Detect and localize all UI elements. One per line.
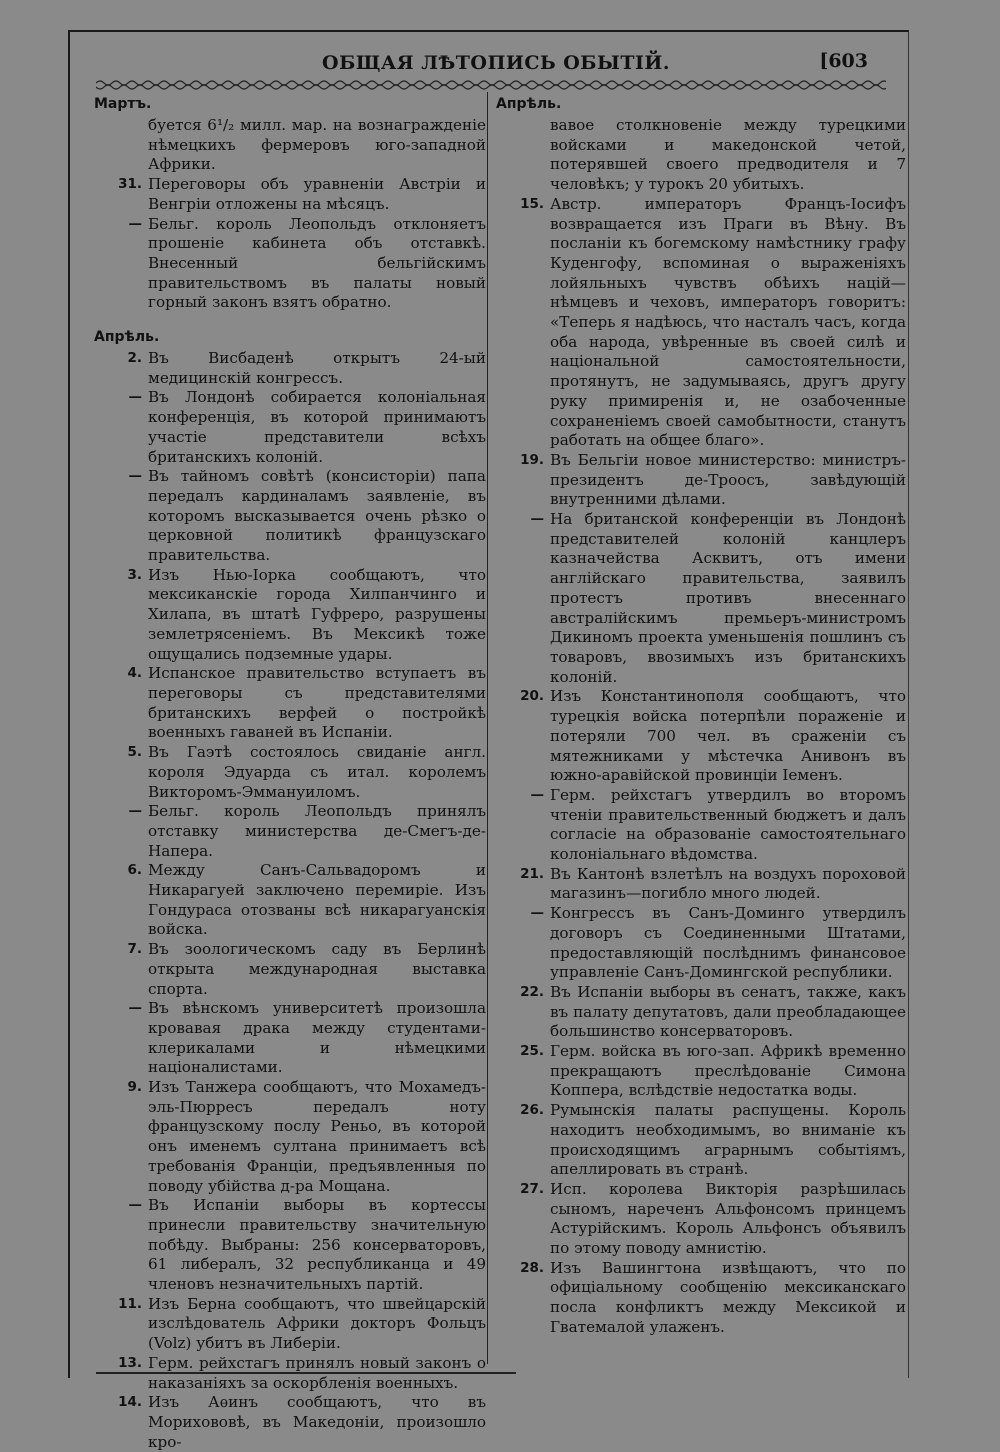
entry-text: Изъ Вашингтона извѣщаютъ, что по офиціальному сообщенію мексиканскаго посла конфликтъ между Мексикой и Гватемалой улаженъ. <box>550 1258 906 1336</box>
entry-date: 22. <box>520 983 544 1000</box>
chronicle-entry <box>496 195 906 451</box>
chronicle-entry <box>94 1196 486 1295</box>
chronicle-entry <box>94 999 486 1078</box>
month-heading: Апрѣль. <box>94 329 160 346</box>
entry-text: вавое столкновеніе между турецкими войсками и македонской четой, потерявшей своего предводителя и 7 человѣкъ; у турокъ 20 убитыхъ. <box>550 116 906 194</box>
chronicle-entry <box>496 116 906 195</box>
chronicle-entry <box>94 215 486 314</box>
entry-date: 31. <box>118 176 142 193</box>
entry-date: 6. <box>127 862 142 879</box>
entry-text: Изъ Константинополя сообщаютъ, что турецкія войска потерпѣли пораженіе и потеряли 700 чел. въ сраженіи съ мятежниками у мѣстечка Анивонъ въ южно-аравійской провинціи Іеменъ. <box>550 687 906 785</box>
page-number: [603 <box>819 50 868 72</box>
chronicle-entry <box>94 1295 486 1354</box>
chronicle-entry <box>496 904 906 983</box>
page-header <box>96 48 896 78</box>
entry-text: Изъ Танжера сообщаютъ, что Мохамедъ-эль-Пюрресъ передалъ ноту французскому послу Реньо, въ которой онъ именемъ султана принимаетъ всѣ требованія Франціи, предъявленныя по поводу убійства д-ра Мощана. <box>148 1078 486 1195</box>
chronicle-entry <box>94 116 486 175</box>
entry-text: Бельг. король Леопольдъ отклоняетъ прошеніе кабинета объ отставкѣ. Внесенный бельгійскимъ правительствомъ въ палаты новый горный законъ взятъ обратно. <box>148 214 486 312</box>
column-divider <box>487 92 488 1364</box>
chronicle-entry <box>496 687 906 786</box>
entry-date: — <box>530 511 544 528</box>
chronicle-entry <box>94 940 486 999</box>
chronicle-entry <box>94 349 486 388</box>
entry-date: — <box>128 468 142 485</box>
entry-text: Изъ Аѳинъ сообщаютъ, что въ Морихововѣ, въ Македоніи, произошло кро- <box>148 1393 486 1451</box>
chronicle-entry <box>94 861 486 940</box>
chronicle-entry <box>496 1101 906 1180</box>
entry-date <box>94 116 148 175</box>
chronicle-entry <box>496 983 906 1042</box>
chronicle-entry <box>94 743 486 802</box>
entry-date: 2. <box>127 350 142 367</box>
entry-text: Переговоры объ уравненіи Австріи и Венгріи отложены на мѣсяцъ. <box>148 175 486 213</box>
chronicle-entry <box>94 1354 486 1393</box>
entry-text: Между Санъ-Сальвадоромъ и Никарагуей заключено перемиріе. Изъ Гондураса отозваны всѣ никарагуанскія войска. <box>148 861 486 939</box>
chronicle-entry <box>94 566 486 665</box>
entry-date: — <box>128 1197 142 1214</box>
chronicle-entry <box>496 1259 906 1338</box>
entry-date: 4. <box>127 665 142 682</box>
entry-text: Исп. королева Викторія разрѣшилась сыномъ, нареченъ Альфонсомъ принцемъ Астурійскимъ. Король Альфонсъ объявилъ по этому поводу амнистію. <box>550 1179 906 1258</box>
chronicle-entry <box>496 1042 906 1101</box>
entry-text: Герм. рейхстагъ утвердилъ во второмъ чтеніи правительственный бюджетъ и далъ согласіе на образованіе самостоятельнаго колоніальнаго вѣдомства. <box>550 785 906 864</box>
entry-text: Румынскія палаты распущены. Король находитъ необходимымъ, во вниманіе къ происходящимъ аграрнымъ событіямъ, апеллировать въ странѣ. <box>550 1101 906 1179</box>
entry-date: 5. <box>127 744 142 761</box>
month-heading: Мартъ. <box>94 96 152 112</box>
entry-date: 19. <box>520 451 544 468</box>
chronicle-entry <box>496 1180 906 1259</box>
entry-date: 14. <box>118 1394 142 1411</box>
chronicle-entry <box>94 1393 486 1452</box>
entry-text: Въ Кантонѣ взлетѣлъ на воздухъ пороховой магазинъ—погибло много людей. <box>550 864 906 903</box>
entry-text: Въ вѣнскомъ университетѣ произошла кровавая драка между студентами-клерикалами и нѣмецкими націоналистами. <box>148 999 486 1077</box>
month-heading: Апрѣль. <box>496 96 562 112</box>
entry-text: Въ Гаэтѣ состоялось свиданіе англ. короля Эдуарда съ итал. королемъ Викторомъ-Эммануиломъ. <box>148 743 486 801</box>
left-column <box>94 94 486 1452</box>
entry-date: 3. <box>127 566 142 583</box>
chronicle-entry <box>496 865 906 904</box>
entry-date: 21. <box>520 865 544 882</box>
entry-date: 25. <box>520 1043 544 1060</box>
entry-text: Въ Испаніи выборы въ кортессы принесли правительству значительную побѣду. Выбраны: 256 консерваторовъ, 61 либералъ, 32 республиканца и 49 членовъ незначительныхъ партій. <box>148 1196 486 1294</box>
entry-text: буется 6¹/₂ милл. мар. на вознагражденіе нѣмецкихъ фермеровъ юго-западной Африки. <box>148 116 486 174</box>
entry-date: — <box>128 215 142 232</box>
entry-date: 27. <box>520 1180 544 1197</box>
entry-text: Конгрессъ въ Санъ-Доминго утвердилъ договоръ съ Соединенными Штатами, предоставляющій послѣднимъ финансовое управленіе Санъ-Домингской республики. <box>550 904 906 982</box>
right-column <box>496 94 906 1338</box>
chronicle-entry <box>94 802 486 861</box>
wavy-divider <box>96 78 886 92</box>
entry-date: 28. <box>520 1259 544 1276</box>
chronicle-entry <box>496 786 906 865</box>
chronicle-entry <box>94 664 486 743</box>
entry-date: 9. <box>127 1079 142 1096</box>
entry-text: Въ зоологическомъ саду въ Берлинѣ открыта международная выставка спорта. <box>148 940 486 998</box>
entry-date: — <box>128 389 142 406</box>
entry-date: 13. <box>118 1354 142 1371</box>
chronicle-entry <box>94 467 486 566</box>
chronicle-entry <box>94 175 486 214</box>
entry-text: Испанское правительство вступаетъ въ переговоры съ представителями британскихъ верфей о постройкѣ военныхъ гаваней въ Испаніи. <box>148 664 486 742</box>
entry-text: Изъ Нью-Іорка сообщаютъ, что мексиканскіе города Хилпанчинго и Хилапа, въ штатѣ Гуфреро, разрушены землетрясеніемъ. Въ Мексикѣ тоже ощущались подземные удары. <box>148 565 486 663</box>
entry-text: Въ Испаніи выборы въ сенатъ, также, какъ въ палату депутатовъ, дали преобладающее большинство консерваторовъ. <box>550 982 906 1041</box>
entry-date: 11. <box>118 1295 142 1312</box>
entry-text: Герм. рейхстагъ принялъ новый законъ о наказаніяхъ за оскорбленія военныхъ. <box>148 1353 486 1392</box>
entry-date: — <box>128 803 142 820</box>
entry-text: Въ Висбаденѣ открытъ 24-ый медицинскій конгрессъ. <box>148 349 486 387</box>
entry-date: 26. <box>520 1102 544 1119</box>
entry-text: Въ Лондонѣ собирается колоніальная конференція, въ которой принимаютъ участіе представители всѣхъ британскихъ колоній. <box>148 388 486 466</box>
entry-date: — <box>128 1000 142 1017</box>
chronicle-entry <box>496 451 906 510</box>
entry-date <box>496 116 550 195</box>
entry-text: Австр. императоръ Францъ-Іосифъ возвращается изъ Праги въ Вѣну. Въ посланіи къ богемскому намѣстнику графу Куденгофу, вспоминая о выраженіяхъ лойяльныхъ чувствъ обѣихъ націй—нѣмцевъ и чеховъ, императоръ говоритъ: «Теперь я надѣюсь, что насталъ часъ, когда оба народа, увѣренные въ своей силѣ и національной самостоятельности, протянутъ, не задумываясь, другъ другу руку примиренія и, не озабоченные сохраненіемъ своей самобытности, станутъ работать на общее благо». <box>550 194 906 450</box>
entry-date: — <box>530 786 544 803</box>
chronicle-entry <box>94 388 486 467</box>
entry-date: — <box>530 905 544 922</box>
entry-date: 7. <box>127 941 142 958</box>
entry-text: Въ Бельгіи новое министерство: министръ-президентъ де-Троосъ, завѣдующій внутренними дѣлами. <box>550 450 906 509</box>
entry-text: Бельг. король Леопольдъ принялъ отставку министерства де-Смегъ-де-Напера. <box>148 802 486 860</box>
chronicle-entry <box>496 510 906 687</box>
entry-text: На британской конференціи въ Лондонѣ представителей колоній канцлеръ казначейства Асквитъ, отъ имени англійскаго правительства, заявилъ протестъ противъ внесеннаго австралійскимъ премьеръ-министромъ Дикиномъ проекта уменьшенія пошлинъ съ товаровъ, ввозимыхъ изъ британскихъ колоній. <box>550 510 906 686</box>
entry-date: 15. <box>520 195 544 212</box>
page-title: ОБЩАЯ ЛѢТОПИСЬ ОБЫТІЙ. <box>322 52 670 74</box>
chronicle-entry <box>94 1078 486 1196</box>
entry-text: Въ тайномъ совѣтѣ (консисторіи) папа передалъ кардиналамъ заявленіе, въ которомъ высказывается очень рѣзко о церковной политикѣ французскаго правительства. <box>148 467 486 565</box>
entry-text: Изъ Берна сообщаютъ, что швейцарскій изслѣдователь Африки докторъ Фольцъ (Volz) убитъ въ Либеріи. <box>148 1294 486 1353</box>
entry-date: 20. <box>520 688 544 705</box>
entry-text: Герм. войска въ юго-зап. Африкѣ временно прекращаютъ преслѣдованіе Симона Коппера, вслѣдствіе недостатка воды. <box>550 1042 906 1100</box>
